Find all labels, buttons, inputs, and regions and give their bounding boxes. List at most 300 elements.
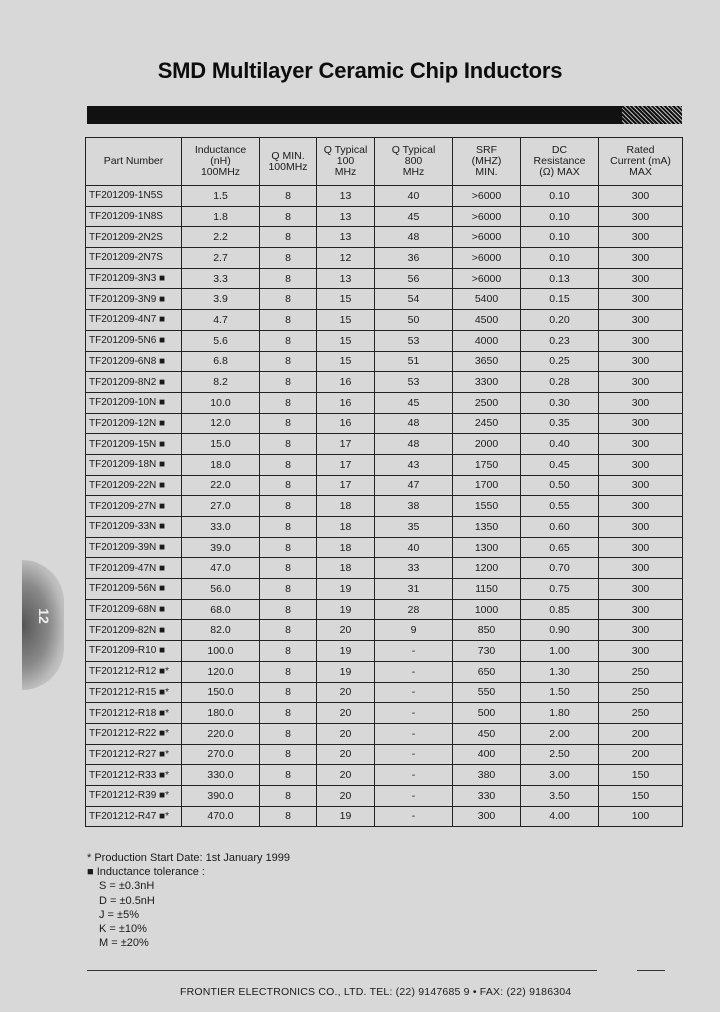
table-cell: 2500 bbox=[453, 392, 521, 413]
table-cell: 8 bbox=[260, 351, 317, 372]
table-cell: 8 bbox=[260, 475, 317, 496]
table-cell: 19 bbox=[317, 661, 375, 682]
table-cell: 0.15 bbox=[521, 289, 599, 310]
table-cell: 4000 bbox=[453, 330, 521, 351]
part-number-cell: TF201212-R27 ■* bbox=[86, 744, 182, 765]
table-cell: 22.0 bbox=[182, 475, 260, 496]
column-header-line: Q Typical bbox=[323, 144, 368, 156]
table-cell: 27.0 bbox=[182, 496, 260, 517]
column-header-line: (nH) bbox=[210, 155, 231, 167]
table-cell: 550 bbox=[453, 682, 521, 703]
table-cell: 8 bbox=[260, 661, 317, 682]
table-cell: 8 bbox=[260, 434, 317, 455]
table-cell: 2.2 bbox=[182, 227, 260, 248]
table-cell: 31 bbox=[375, 579, 453, 600]
table-cell: 650 bbox=[453, 661, 521, 682]
tolerance-title: ■ Inductance tolerance : bbox=[87, 866, 205, 879]
column-header-line: (Ω) MAX bbox=[539, 166, 580, 178]
table-cell: 8 bbox=[260, 496, 317, 517]
table-cell: 8 bbox=[260, 517, 317, 538]
table-cell: 8 bbox=[260, 330, 317, 351]
table-row bbox=[86, 641, 683, 662]
table-cell: 0.35 bbox=[521, 413, 599, 434]
part-number-cell: TF201209-15N ■ bbox=[86, 434, 182, 455]
part-number-cell: TF201212-R39 ■* bbox=[86, 785, 182, 806]
footer-contact: FRONTIER ELECTRONICS CO., LTD. TEL: (22) 9147685 9 • FAX: (22) 9186304 bbox=[180, 986, 572, 998]
table-cell: 330 bbox=[453, 785, 521, 806]
table-cell: 250 bbox=[599, 703, 683, 724]
table-cell: 43 bbox=[375, 454, 453, 475]
part-number-cell: TF201209-27N ■ bbox=[86, 496, 182, 517]
part-number-cell: TF201209-2N7S bbox=[86, 248, 182, 269]
table-row bbox=[86, 806, 683, 827]
table-cell: 8 bbox=[260, 558, 317, 579]
table-cell: 2.50 bbox=[521, 744, 599, 765]
column-header-line: Part Number bbox=[103, 155, 164, 167]
table-row bbox=[86, 744, 683, 765]
table-cell: - bbox=[375, 785, 453, 806]
table-cell: 45 bbox=[375, 392, 453, 413]
table-cell: 8 bbox=[260, 206, 317, 227]
table-cell: 150.0 bbox=[182, 682, 260, 703]
table-cell: 8 bbox=[260, 765, 317, 786]
column-header-line: MHz bbox=[402, 166, 425, 178]
table-cell: 68.0 bbox=[182, 599, 260, 620]
table-cell: 18 bbox=[317, 558, 375, 579]
table-cell: 8 bbox=[260, 537, 317, 558]
table-cell: 20 bbox=[317, 785, 375, 806]
table-cell: 33 bbox=[375, 558, 453, 579]
table-cell: 300 bbox=[599, 434, 683, 455]
table-cell: 8 bbox=[260, 579, 317, 600]
table-cell: 300 bbox=[599, 310, 683, 331]
table-cell: >6000 bbox=[453, 206, 521, 227]
table-cell: 3650 bbox=[453, 351, 521, 372]
table-cell: 0.28 bbox=[521, 372, 599, 393]
page-title: SMD Multilayer Ceramic Chip Inductors bbox=[157, 58, 563, 83]
table-cell: 20 bbox=[317, 744, 375, 765]
table-cell: 10.0 bbox=[182, 392, 260, 413]
table-cell: 300 bbox=[599, 268, 683, 289]
table-row bbox=[86, 330, 683, 351]
table-header-row bbox=[86, 138, 683, 186]
table-cell: 0.65 bbox=[521, 537, 599, 558]
table-cell: 8 bbox=[260, 620, 317, 641]
table-cell: 8 bbox=[260, 599, 317, 620]
part-number-cell: TF201209-47N ■ bbox=[86, 558, 182, 579]
table-cell: - bbox=[375, 723, 453, 744]
table-cell: 300 bbox=[453, 806, 521, 827]
tolerance-item: K = ±10% bbox=[99, 923, 147, 936]
part-number-cell: TF201209-3N9 ■ bbox=[86, 289, 182, 310]
table-body bbox=[86, 186, 683, 827]
table-cell: 730 bbox=[453, 641, 521, 662]
table-row bbox=[86, 599, 683, 620]
table-cell: 53 bbox=[375, 372, 453, 393]
table-cell: 0.85 bbox=[521, 599, 599, 620]
part-number-cell: TF201209-1N5S bbox=[86, 186, 182, 207]
part-number-cell: TF201212-R15 ■* bbox=[86, 682, 182, 703]
table-cell: 8 bbox=[260, 186, 317, 207]
table-cell: 2450 bbox=[453, 413, 521, 434]
table-cell: 6.8 bbox=[182, 351, 260, 372]
table-cell: - bbox=[375, 765, 453, 786]
table-cell: 300 bbox=[599, 454, 683, 475]
table-cell: 0.23 bbox=[521, 330, 599, 351]
table-cell: 220.0 bbox=[182, 723, 260, 744]
part-number-cell: TF201209-18N ■ bbox=[86, 454, 182, 475]
table-cell: 3.3 bbox=[182, 268, 260, 289]
table-row bbox=[86, 579, 683, 600]
table-cell: 20 bbox=[317, 765, 375, 786]
table-row bbox=[86, 785, 683, 806]
table-cell: 300 bbox=[599, 330, 683, 351]
table-cell: 1150 bbox=[453, 579, 521, 600]
column-header-line: SRF bbox=[476, 144, 497, 156]
table-cell: 18 bbox=[317, 517, 375, 538]
column-header bbox=[521, 138, 599, 186]
table-cell: 150 bbox=[599, 785, 683, 806]
table-cell: 8 bbox=[260, 744, 317, 765]
table-row bbox=[86, 517, 683, 538]
part-number-cell: TF201209-3N3 ■ bbox=[86, 268, 182, 289]
table-cell: - bbox=[375, 744, 453, 765]
table-cell: 56 bbox=[375, 268, 453, 289]
table-cell: 8 bbox=[260, 310, 317, 331]
table-cell: 330.0 bbox=[182, 765, 260, 786]
table-cell: 8 bbox=[260, 392, 317, 413]
table-cell: 15 bbox=[317, 289, 375, 310]
column-header-line: DC bbox=[551, 144, 568, 156]
table-cell: 54 bbox=[375, 289, 453, 310]
part-number-cell: TF201212-R12 ■* bbox=[86, 661, 182, 682]
table-cell: 270.0 bbox=[182, 744, 260, 765]
table-cell: 300 bbox=[599, 475, 683, 496]
table-cell: 19 bbox=[317, 806, 375, 827]
table-row bbox=[86, 475, 683, 496]
table-cell: 0.45 bbox=[521, 454, 599, 475]
table-row bbox=[86, 558, 683, 579]
table-cell: 2000 bbox=[453, 434, 521, 455]
table-cell: 3.9 bbox=[182, 289, 260, 310]
table-cell: 13 bbox=[317, 268, 375, 289]
table-cell: 300 bbox=[599, 496, 683, 517]
table-cell: 28 bbox=[375, 599, 453, 620]
table-row bbox=[86, 537, 683, 558]
table-cell: 3.00 bbox=[521, 765, 599, 786]
table-cell: 0.13 bbox=[521, 268, 599, 289]
table-cell: 82.0 bbox=[182, 620, 260, 641]
table-cell: 1.5 bbox=[182, 186, 260, 207]
table-cell: 13 bbox=[317, 206, 375, 227]
table-cell: 0.30 bbox=[521, 392, 599, 413]
table-cell: 2.7 bbox=[182, 248, 260, 269]
table-cell: 0.70 bbox=[521, 558, 599, 579]
column-header-line: Q MIN. bbox=[271, 149, 305, 162]
table-row bbox=[86, 434, 683, 455]
column-header bbox=[260, 138, 317, 186]
table-cell: 1750 bbox=[453, 454, 521, 475]
part-number-cell: TF201209-12N ■ bbox=[86, 413, 182, 434]
table-cell: 15.0 bbox=[182, 434, 260, 455]
table-cell: 1.30 bbox=[521, 661, 599, 682]
table-cell: 300 bbox=[599, 289, 683, 310]
table-cell: 300 bbox=[599, 227, 683, 248]
table-cell: 8.2 bbox=[182, 372, 260, 393]
table-cell: 120.0 bbox=[182, 661, 260, 682]
table-cell: 18.0 bbox=[182, 454, 260, 475]
table-row bbox=[86, 372, 683, 393]
table-cell: 13 bbox=[317, 227, 375, 248]
table-cell: 1550 bbox=[453, 496, 521, 517]
table-cell: 300 bbox=[599, 599, 683, 620]
table-cell: 13 bbox=[317, 186, 375, 207]
table-row bbox=[86, 661, 683, 682]
table-row bbox=[86, 723, 683, 744]
table-cell: 300 bbox=[599, 537, 683, 558]
table-cell: >6000 bbox=[453, 248, 521, 269]
part-number-cell: TF201209-4N7 ■ bbox=[86, 310, 182, 331]
table-cell: 38 bbox=[375, 496, 453, 517]
table-cell: 47.0 bbox=[182, 558, 260, 579]
part-number-cell: TF201209-82N ■ bbox=[86, 620, 182, 641]
table-row bbox=[86, 310, 683, 331]
table-row bbox=[86, 289, 683, 310]
table-cell: 1.50 bbox=[521, 682, 599, 703]
column-header-line: MIN. bbox=[475, 166, 498, 178]
table-cell: 8 bbox=[260, 703, 317, 724]
table-cell: 250 bbox=[599, 661, 683, 682]
table-cell: 35 bbox=[375, 517, 453, 538]
table-cell: 15 bbox=[317, 330, 375, 351]
table-cell: 300 bbox=[599, 579, 683, 600]
column-header bbox=[86, 138, 182, 186]
table-cell: 8 bbox=[260, 248, 317, 269]
table-cell: 33.0 bbox=[182, 517, 260, 538]
table-cell: 18 bbox=[317, 496, 375, 517]
table-row bbox=[86, 248, 683, 269]
table-cell: 300 bbox=[599, 186, 683, 207]
table-cell: 0.75 bbox=[521, 579, 599, 600]
table-row bbox=[86, 765, 683, 786]
table-cell: 8 bbox=[260, 289, 317, 310]
table-cell: 450 bbox=[453, 723, 521, 744]
notes bbox=[87, 851, 290, 950]
column-header-line: 100 bbox=[336, 155, 355, 167]
table-cell: 9 bbox=[375, 620, 453, 641]
part-number-cell: TF201209-56N ■ bbox=[86, 579, 182, 600]
column-header-line: Rated bbox=[626, 144, 655, 156]
table-cell: - bbox=[375, 641, 453, 662]
table-cell: 47 bbox=[375, 475, 453, 496]
table-cell: 4500 bbox=[453, 310, 521, 331]
part-number-cell: TF201212-R18 ■* bbox=[86, 703, 182, 724]
table-cell: 0.20 bbox=[521, 310, 599, 331]
column-header-line: MAX bbox=[629, 166, 652, 178]
table-cell: 51 bbox=[375, 351, 453, 372]
column-header-line: (MHZ) bbox=[471, 155, 502, 167]
table-cell: 20 bbox=[317, 723, 375, 744]
table-cell: 8 bbox=[260, 723, 317, 744]
table-cell: 3.50 bbox=[521, 785, 599, 806]
table-row bbox=[86, 703, 683, 724]
table-cell: 50 bbox=[375, 310, 453, 331]
table-cell: 1200 bbox=[453, 558, 521, 579]
table-cell: 20 bbox=[317, 682, 375, 703]
column-header-line: Resistance bbox=[533, 155, 586, 167]
column-header-line: 800 bbox=[404, 155, 423, 167]
table-cell: 17 bbox=[317, 475, 375, 496]
table-cell: 36 bbox=[375, 248, 453, 269]
part-number-cell: TF201209-1N8S bbox=[86, 206, 182, 227]
table-cell: 300 bbox=[599, 641, 683, 662]
table-row bbox=[86, 268, 683, 289]
table-cell: 300 bbox=[599, 413, 683, 434]
table-cell: 12 bbox=[317, 248, 375, 269]
table-cell: 1.80 bbox=[521, 703, 599, 724]
column-header bbox=[453, 138, 521, 186]
column-header-line: MHz bbox=[334, 166, 357, 178]
table-cell: 8 bbox=[260, 227, 317, 248]
table-cell: 300 bbox=[599, 558, 683, 579]
tolerance-item: M = ±20% bbox=[99, 937, 149, 950]
table-cell: 500 bbox=[453, 703, 521, 724]
table-cell: 15 bbox=[317, 310, 375, 331]
table-cell: 300 bbox=[599, 248, 683, 269]
table-cell: 400 bbox=[453, 744, 521, 765]
table-cell: 18 bbox=[317, 537, 375, 558]
table-cell: 100 bbox=[599, 806, 683, 827]
table-cell: 3300 bbox=[453, 372, 521, 393]
table-cell: 0.60 bbox=[521, 517, 599, 538]
part-number-cell: TF201209-22N ■ bbox=[86, 475, 182, 496]
part-number-cell: TF201209-5N6 ■ bbox=[86, 330, 182, 351]
part-number-cell: TF201212-R33 ■* bbox=[86, 765, 182, 786]
table-cell: 56.0 bbox=[182, 579, 260, 600]
table-cell: 0.10 bbox=[521, 186, 599, 207]
table-cell: 0.55 bbox=[521, 496, 599, 517]
table-row bbox=[86, 413, 683, 434]
table-cell: 19 bbox=[317, 579, 375, 600]
part-number-cell: TF201209-33N ■ bbox=[86, 517, 182, 538]
section-tab-marker bbox=[22, 560, 64, 690]
column-header bbox=[375, 138, 453, 186]
table-cell: 48 bbox=[375, 227, 453, 248]
table-cell: 8 bbox=[260, 641, 317, 662]
table-cell: 390.0 bbox=[182, 785, 260, 806]
table-cell: - bbox=[375, 682, 453, 703]
part-number-cell: TF201209-10N ■ bbox=[86, 392, 182, 413]
table-cell: 1300 bbox=[453, 537, 521, 558]
part-number-cell: TF201209-2N2S bbox=[86, 227, 182, 248]
table-cell: 16 bbox=[317, 392, 375, 413]
table-row bbox=[86, 620, 683, 641]
table-row bbox=[86, 496, 683, 517]
footer-divider-short bbox=[637, 970, 665, 971]
table-cell: 19 bbox=[317, 599, 375, 620]
column-header-line: Q Typical bbox=[391, 144, 436, 156]
table-cell: 8 bbox=[260, 372, 317, 393]
table-cell: 8 bbox=[260, 268, 317, 289]
table-cell: - bbox=[375, 661, 453, 682]
table-cell: 20 bbox=[317, 703, 375, 724]
table-cell: 0.90 bbox=[521, 620, 599, 641]
table-cell: 1.8 bbox=[182, 206, 260, 227]
table-cell: 0.10 bbox=[521, 206, 599, 227]
table-cell: 150 bbox=[599, 765, 683, 786]
table-cell: 8 bbox=[260, 785, 317, 806]
table-cell: 16 bbox=[317, 413, 375, 434]
part-number-cell: TF201209-8N2 ■ bbox=[86, 372, 182, 393]
footer-divider bbox=[87, 970, 597, 971]
table-cell: 39.0 bbox=[182, 537, 260, 558]
table-cell: 45 bbox=[375, 206, 453, 227]
part-number-cell: TF201209-6N8 ■ bbox=[86, 351, 182, 372]
table-row bbox=[86, 682, 683, 703]
table-cell: >6000 bbox=[453, 268, 521, 289]
table-cell: >6000 bbox=[453, 227, 521, 248]
table-cell: 180.0 bbox=[182, 703, 260, 724]
tolerance-item: S = ±0.3nH bbox=[99, 880, 155, 893]
table-cell: 300 bbox=[599, 620, 683, 641]
table-cell: 12.0 bbox=[182, 413, 260, 434]
production-note: * Production Start Date: 1st January 1999 bbox=[87, 852, 291, 864]
column-header bbox=[182, 138, 260, 186]
table-cell: 2.00 bbox=[521, 723, 599, 744]
table-cell: 16 bbox=[317, 372, 375, 393]
column-header-line: Current (mA) bbox=[610, 155, 671, 167]
table-row bbox=[86, 454, 683, 475]
table-cell: 19 bbox=[317, 641, 375, 662]
table-cell: - bbox=[375, 806, 453, 827]
part-number-cell: TF201212-R47 ■* bbox=[86, 806, 182, 827]
table-row bbox=[86, 392, 683, 413]
table-cell: 8 bbox=[260, 413, 317, 434]
table-cell: 470.0 bbox=[182, 806, 260, 827]
table-row bbox=[86, 227, 683, 248]
table-cell: 40 bbox=[375, 537, 453, 558]
part-number-cell: TF201209-39N ■ bbox=[86, 537, 182, 558]
spec-table bbox=[85, 137, 683, 827]
part-number-cell: TF201212-R22 ■* bbox=[86, 723, 182, 744]
table-cell: 300 bbox=[599, 392, 683, 413]
table-cell: 0.10 bbox=[521, 227, 599, 248]
table-cell: 0.25 bbox=[521, 351, 599, 372]
table-cell: 8 bbox=[260, 454, 317, 475]
table-cell: 48 bbox=[375, 413, 453, 434]
column-header bbox=[599, 138, 683, 186]
table-cell: 380 bbox=[453, 765, 521, 786]
table-cell: 100.0 bbox=[182, 641, 260, 662]
part-number-cell: TF201209-R10 ■ bbox=[86, 641, 182, 662]
table-cell: 5.6 bbox=[182, 330, 260, 351]
table-cell: 8 bbox=[260, 682, 317, 703]
table-cell: 17 bbox=[317, 454, 375, 475]
table-cell: 8 bbox=[260, 806, 317, 827]
table-cell: >6000 bbox=[453, 186, 521, 207]
table-cell: 53 bbox=[375, 330, 453, 351]
table-row bbox=[86, 186, 683, 207]
table-cell: 1.00 bbox=[521, 641, 599, 662]
table-cell: 300 bbox=[599, 206, 683, 227]
tolerance-item: J = ±5% bbox=[99, 908, 139, 921]
table-cell: 850 bbox=[453, 620, 521, 641]
column-header-line: 100MHz bbox=[268, 160, 308, 173]
table-row bbox=[86, 351, 683, 372]
section-tab-number: 12 bbox=[35, 608, 52, 624]
table-cell: 300 bbox=[599, 351, 683, 372]
table-cell: 300 bbox=[599, 517, 683, 538]
